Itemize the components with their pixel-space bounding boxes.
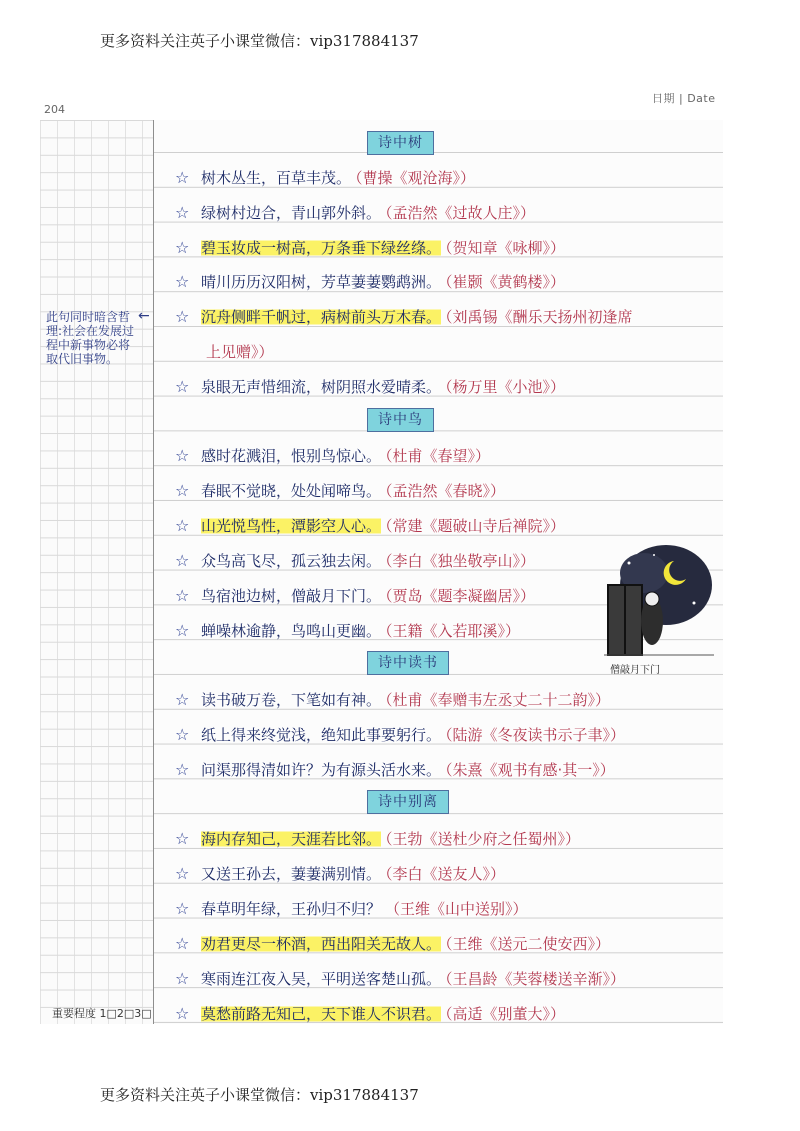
verse-text: 沉舟侧畔千帆过，病树前头万木春。 [201,308,442,326]
verse-text: 海内存知己，天涯若比邻。 [201,830,382,848]
verse-source: （杨万里《小池》） [445,378,566,396]
list-item [175,689,610,711]
list-item [175,202,535,224]
section-title-trees: 诗中树 [367,131,434,155]
verse-source: （王维《山中送别》） [385,900,528,918]
verse-text: 绿树村边合，青山郭外斜。 [201,204,382,222]
list-item [175,376,565,398]
star-icon: ☆ [175,377,190,396]
verse-text: 感时花溅泪，恨别鸟惊心。 [201,447,382,465]
date-label: 日期 | Date [652,92,716,105]
verse-source: （朱熹《观书有感·其一》） [445,761,615,779]
verse-source: （王籍《入若耶溪》） [385,622,521,640]
verse-text: 蝉噪林逾静，鸟鸣山更幽。 [201,622,382,640]
margin-column [40,120,154,1024]
star-icon: ☆ [175,586,190,605]
star-icon: ☆ [175,1004,190,1023]
list-item [175,550,535,572]
footer-watermark: 更多资料关注英子小课堂微信：vip317884137 [100,1086,419,1104]
importance-rating: 重要程度 1□2□3□ [52,1007,152,1020]
verse-source: （孟浩然《过故人庄》） [385,204,536,222]
star-icon: ☆ [175,307,190,326]
star-icon: ☆ [175,168,190,187]
star-icon: ☆ [175,864,190,883]
star-icon: ☆ [175,446,190,465]
list-item [175,585,535,607]
verse-source: （王维《送元二使安西》） [445,935,611,953]
list-item [175,515,565,537]
verse-text: 山光悦鸟性，潭影空人心。 [201,517,382,535]
verse-text: 又送王孙去，萋萋满别情。 [201,865,382,883]
list-item [175,306,633,328]
star-icon: ☆ [175,829,190,848]
list-item [175,898,528,920]
star-icon: ☆ [175,551,190,570]
star-icon: ☆ [175,481,190,500]
star-icon: ☆ [175,725,190,744]
verse-source: （常建《题破山寺后禅院》） [385,517,566,535]
section-title-parting: 诗中别离 [367,790,449,814]
section-title-reading: 诗中读书 [367,651,449,675]
verse-source: （高适《别董大》） [445,1005,566,1023]
verse-source: （杜甫《奉赠韦左丞丈二十二韵》） [385,691,611,709]
verse-text: 问渠那得清如许？为有源头活水来。 [201,761,442,779]
verse-text: 众鸟高飞尽，孤云独去闲。 [201,552,382,570]
verse-source: （曹操《观沧海》） [355,169,476,187]
list-item [175,445,490,467]
list-item [175,620,520,642]
star-icon: ☆ [175,934,190,953]
star-icon: ☆ [175,690,190,709]
star-icon: ☆ [175,760,190,779]
verse-text: 寒雨连江夜入吴，平明送客楚山孤。 [201,970,442,988]
verse-source: （王勃《送杜少府之任蜀州》） [385,830,581,848]
star-icon: ☆ [175,969,190,988]
list-item [175,724,625,746]
verse-source: （贺知章《咏柳》） [445,239,566,257]
star-icon: ☆ [175,272,190,291]
list-item [175,933,610,955]
verse-text: 读书破万卷，下笔如有神。 [201,691,382,709]
verse-text: 树木丛生，百草丰茂。 [201,169,352,187]
list-item [175,167,475,189]
section-title-birds: 诗中鸟 [367,408,434,432]
verse-text: 碧玉妆成一树高，万条垂下绿丝绦。 [201,239,442,257]
page-number: 204 [44,103,65,116]
verse-source-continuation: 上见赠》） [206,343,274,361]
verse-source: （贾岛《题李凝幽居》） [385,587,536,605]
verse-source: （崔颢《黄鹤楼》） [445,273,566,291]
star-icon: ☆ [175,516,190,535]
list-item [175,237,565,259]
verse-text: 春草明年绿，王孙归不归？ [201,900,382,918]
verse-text: 纸上得来终觉浅，绝知此事要躬行。 [201,726,442,744]
star-icon: ☆ [175,203,190,222]
verse-text: 春眠不觉晓，处处闻啼鸟。 [201,482,382,500]
verse-source: （李白《送友人》） [385,865,506,883]
list-item [175,1003,565,1025]
verse-source: （孟浩然《春晓》） [385,482,506,500]
list-item [175,828,580,850]
verse-source: （王昌龄《芙蓉楼送辛渐》） [445,970,626,988]
verse-source: （刘禹锡《酬乐天扬州初逢席 [445,308,633,326]
verse-text: 鸟宿池边树，僧敲月下门。 [201,587,382,605]
verse-text: 莫愁前路无知己，天下谁人不识君。 [201,1005,442,1023]
list-item [175,271,565,293]
verse-source: （李白《独坐敬亭山》） [385,552,536,570]
verse-text: 劝君更尽一杯酒，西出阳关无故人。 [201,935,442,953]
verse-source: （陆游《冬夜读书示子聿》） [445,726,626,744]
list-item [175,863,505,885]
monk-door-moon-icon [604,543,714,676]
list-item [175,759,615,781]
list-item [175,968,625,990]
verse-text: 晴川历历汉阳树，芳草萋萋鹦鹉洲。 [201,273,442,291]
star-icon: ☆ [175,899,190,918]
verse-text: 泉眼无声惜细流，树阴照水爱晴柔。 [201,378,442,396]
list-item [175,480,505,502]
header-watermark: 更多资料关注英子小课堂微信：vip317884137 [100,32,419,50]
side-note: 此句同时暗含哲理:社会在发展过程中新事物必将取代旧事物。 [46,310,135,366]
arrow-left-icon: ← [138,308,150,324]
verse-source: （杜甫《春望》） [385,447,491,465]
star-icon: ☆ [175,238,190,257]
star-icon: ☆ [175,621,190,640]
illustration-caption: 僧敲月下门 [610,665,660,676]
